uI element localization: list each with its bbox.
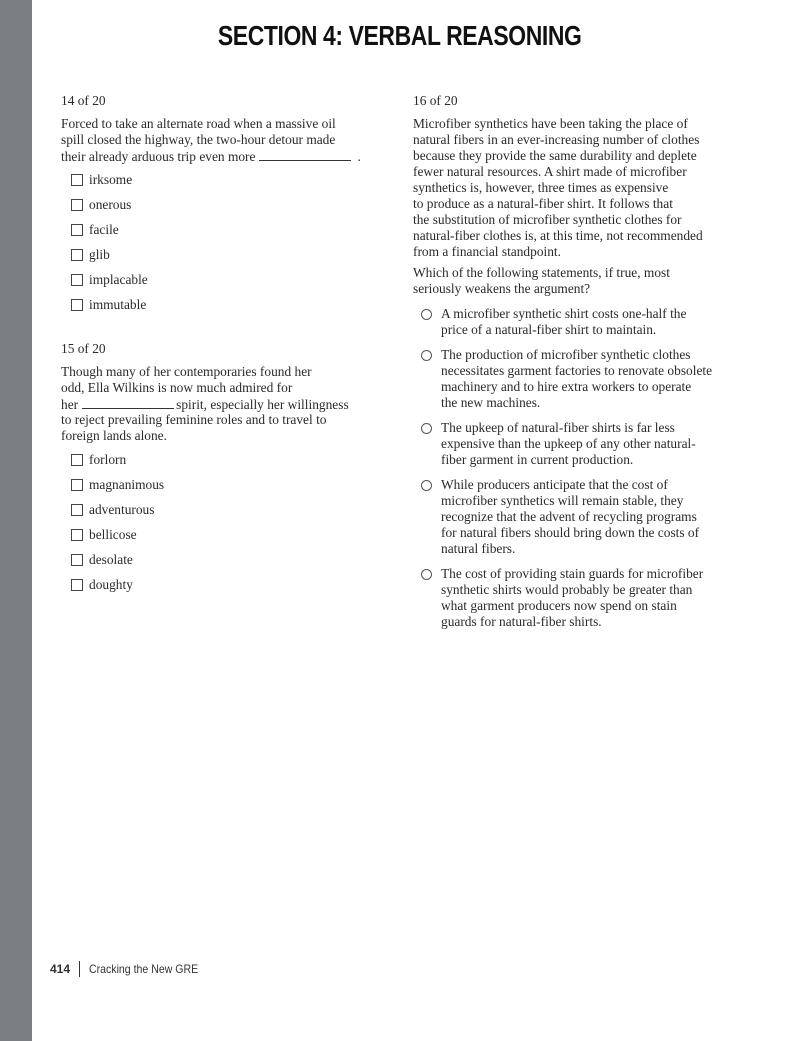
text-line: spill closed the highway, the two-hour detour made [61, 132, 336, 147]
text-line: Though many of her contemporaries found her [61, 364, 312, 379]
answer-option-checkbox[interactable] [61, 502, 391, 518]
answer-option-checkbox[interactable] [61, 247, 391, 263]
checkbox-icon[interactable] [71, 224, 83, 236]
checkbox-icon[interactable] [71, 299, 83, 311]
text-line: microfiber synthetics will remain stable, they [441, 493, 684, 508]
option-label: onerous [89, 197, 132, 212]
checkbox-icon[interactable] [71, 174, 83, 186]
question-number: 14 of 20 [61, 93, 106, 108]
page-edge-bar [0, 0, 32, 1041]
option-label: immutable [89, 297, 147, 312]
answer-option-checkbox[interactable] [61, 297, 391, 313]
text-line: fewer natural resources. A shirt made of microfiber [413, 164, 687, 179]
answer-option-checkbox[interactable] [61, 172, 391, 188]
checkbox-icon[interactable] [71, 479, 83, 491]
blank-prefix: their already arduous trip even more [61, 149, 256, 164]
text-line: The cost of providing stain guards for microfiber [441, 566, 704, 581]
text-line-with-blank [61, 396, 391, 412]
answer-option-checkbox[interactable] [61, 197, 391, 213]
checkbox-icon[interactable] [71, 199, 83, 211]
text-line: synthetics is, however, three times as expensive [413, 180, 669, 195]
text-line: to reject prevailing feminine roles and to travel to [61, 412, 327, 427]
answer-option-radio[interactable] [413, 566, 753, 630]
answer-option-checkbox[interactable] [61, 477, 391, 493]
question-stem [413, 265, 753, 297]
answer-option-checkbox[interactable] [61, 452, 391, 468]
text-line: Forced to take an alternate road when a massive oil [61, 116, 336, 131]
blank-suffix: . [357, 149, 361, 164]
text-line-with-blank [61, 148, 391, 164]
blank-suffix: spirit, especially her willingness [176, 397, 349, 412]
page-footer [50, 961, 213, 977]
text-line: The upkeep of natural-fiber shirts is far less [441, 420, 675, 435]
option-label: irksome [89, 172, 133, 187]
text-line: for natural fibers should bring down the costs of [441, 525, 700, 540]
answer-option-radio[interactable] [413, 477, 753, 557]
section-title: SECTION 4: VERBAL REASONING [218, 20, 582, 51]
question-number: 15 of 20 [61, 341, 106, 356]
answer-blank [259, 148, 351, 161]
text-line: odd, Ella Wilkins is now much admired for [61, 380, 293, 395]
option-label: glib [89, 247, 110, 262]
option-label: doughty [89, 577, 133, 592]
footer-divider [79, 961, 80, 977]
text-line: recognize that the advent of recycling programs [441, 509, 697, 524]
text-line: what garment producers now spend on stain [441, 598, 677, 613]
checkbox-icon[interactable] [71, 454, 83, 466]
radio-button-icon[interactable] [421, 423, 432, 434]
checkbox-icon[interactable] [71, 274, 83, 286]
option-label: forlorn [89, 452, 127, 467]
text-line: The production of microfiber synthetic clothes [441, 347, 691, 362]
answer-option-checkbox[interactable] [61, 577, 391, 593]
radio-button-icon[interactable] [421, 350, 432, 361]
blank-prefix: her [61, 397, 79, 412]
radio-button-icon[interactable] [421, 569, 432, 580]
answer-option-checkbox[interactable] [61, 272, 391, 288]
right-column [413, 93, 753, 630]
answer-option-radio[interactable] [413, 306, 753, 338]
checkbox-icon[interactable] [71, 529, 83, 541]
text-line: Which of the following statements, if true, most [413, 265, 670, 280]
book-title: Cracking the New GRE [89, 962, 199, 976]
text-line: A microfiber synthetic shirt costs one-half the [441, 306, 687, 321]
option-label: facile [89, 222, 119, 237]
text-line: machinery and to hire extra workers to operate [441, 379, 692, 394]
checkbox-icon[interactable] [71, 579, 83, 591]
text-line: natural fibers in an ever-increasing number of clothes [413, 132, 700, 147]
option-label: adventurous [89, 502, 155, 517]
question-number: 16 of 20 [413, 93, 458, 108]
text-line: because they provide the same durability and deplete [413, 148, 697, 163]
text-line: foreign lands alone. [61, 428, 167, 443]
answer-option-radio[interactable] [413, 420, 753, 468]
page-number: 414 [50, 962, 71, 976]
text-line: natural fibers. [441, 541, 516, 556]
text-line: guards for natural-fiber shirts. [441, 614, 602, 629]
checkbox-icon[interactable] [71, 554, 83, 566]
option-label: desolate [89, 552, 133, 567]
text-line: the substitution of microfiber synthetic clothes for [413, 212, 682, 227]
text-line: While producers anticipate that the cost of [441, 477, 668, 492]
text-line: from a financial standpoint. [413, 244, 561, 259]
text-line: price of a natural-fiber shirt to maintain. [441, 322, 657, 337]
text-line: Microfiber synthetics have been taking the place of [413, 116, 688, 131]
text-line: necessitates garment factories to renovate obsolete [441, 363, 713, 378]
radio-button-icon[interactable] [421, 480, 432, 491]
radio-button-icon[interactable] [421, 309, 432, 320]
text-line: fiber garment in current production. [441, 452, 634, 467]
checkbox-icon[interactable] [71, 504, 83, 516]
option-label: magnanimous [89, 477, 165, 492]
text-line: synthetic shirts would probably be greater than [441, 582, 693, 597]
text-line: expensive than the upkeep of any other natural- [441, 436, 696, 451]
text-line: natural-fiber clothes is, at this time, not recommended [413, 228, 703, 243]
answer-option-checkbox[interactable] [61, 527, 391, 543]
text-line: to produce as a natural-fiber shirt. It follows that [413, 196, 673, 211]
answer-option-checkbox[interactable] [61, 222, 391, 238]
text-line: seriously weakens the argument? [413, 281, 591, 296]
left-column [61, 93, 391, 593]
option-label: implacable [89, 272, 148, 287]
page-title [0, 20, 800, 52]
text-line: the new machines. [441, 395, 541, 410]
checkbox-icon[interactable] [71, 249, 83, 261]
answer-blank [82, 396, 174, 409]
answer-option-radio[interactable] [413, 347, 753, 411]
answer-option-checkbox[interactable] [61, 552, 391, 568]
option-label: bellicose [89, 527, 137, 542]
